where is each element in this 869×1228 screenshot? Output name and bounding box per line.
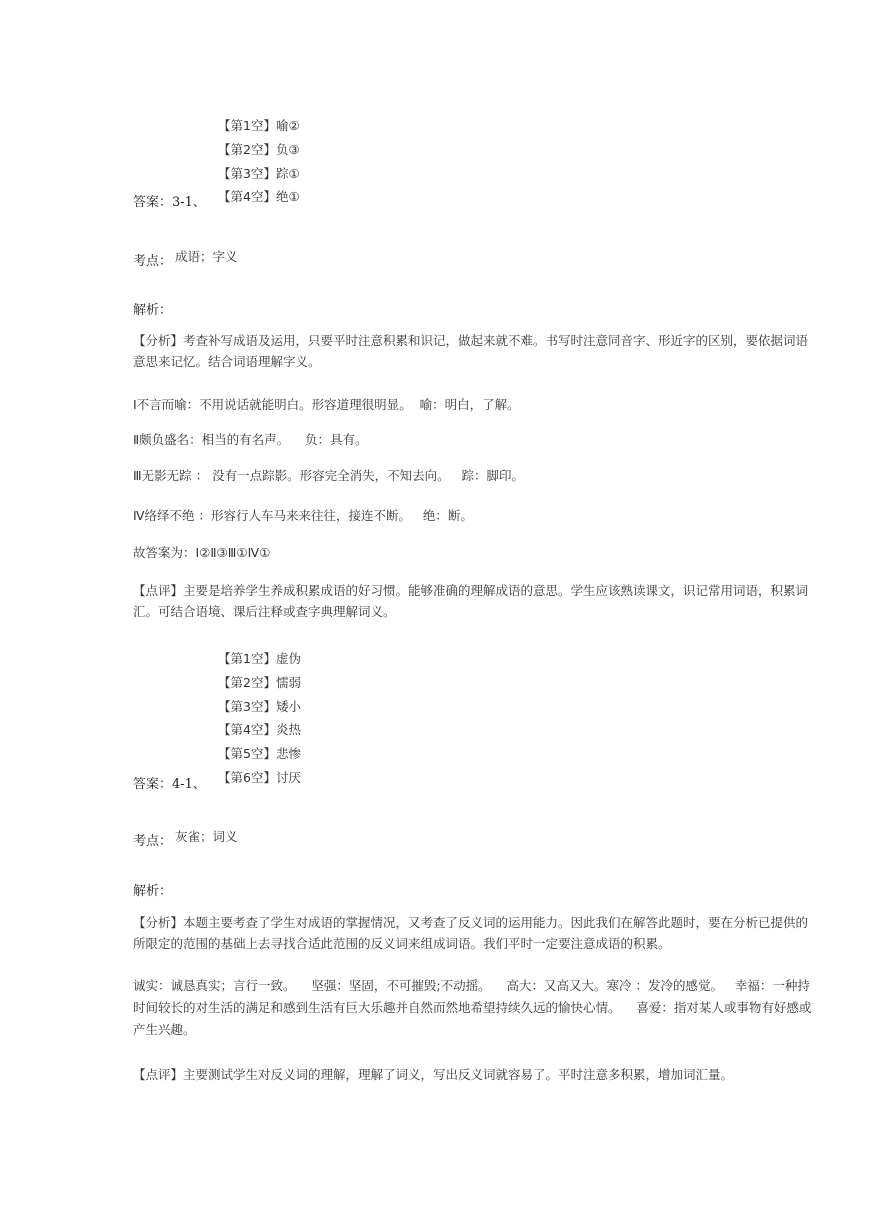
q4-meaning-line-2: 时间较长的对生活的满足和感到生活有巨大乐趣并自然而然地希望持续久远的愉快心情。 喜爱：指对某人或事物有好感或	[133, 1000, 812, 1015]
q4-blank-4: 【第4空】炎热	[218, 722, 301, 738]
q4-analysis	[133, 912, 869, 954]
q3-blank-list	[218, 114, 300, 209]
q4-kaodian-value: 灰雀；词义	[175, 829, 238, 844]
q4-answer-label: 答案：4-1、	[133, 777, 206, 792]
q3-kaodian-value: 成语；字义	[175, 249, 238, 264]
q3-item-4: Ⅳ络绎不绝 ：形容行人车马来来往往，接连不断。 绝：断。	[133, 508, 473, 523]
q3-item-3: Ⅲ无影无踪 ： 没有一点踪影。形容完全消失，不知去向。 踪：脚印。	[133, 468, 524, 483]
q4-blank-list	[218, 647, 301, 790]
q3-blank-4: 【第4空】绝①	[218, 189, 300, 205]
q3-item-1: Ⅰ不言而喻：不用说话就能明白。形容道理很明显。 喻：明白，了解。	[133, 397, 520, 412]
q4-blank-6: 【第6空】讨厌	[218, 769, 301, 785]
q4-meaning-line-1: 诚实：诚恳真实；言行一致。 坚强：坚固，不可摧毁;不动摇。 高大：又高又大。寒冷 ：发冷的感觉。 幸福：一种持	[133, 978, 810, 993]
q3-item-2: Ⅱ颇负盛名：相当的有名声。 负：具有。	[133, 432, 368, 447]
q4-blank-1: 【第1空】虚伪	[218, 651, 301, 666]
q3-jiexi-label: 解析：	[133, 303, 173, 318]
q3-blank-2: 【第2空】负③	[218, 141, 300, 157]
q3-answer-summary: 故答案为：Ⅰ②Ⅱ③Ⅲ①Ⅳ①	[133, 545, 271, 560]
q4-meanings	[133, 975, 869, 1041]
q3-kaodian-label: 考点：	[133, 254, 173, 269]
q4-comment: 【点评】主要测试学生对反义词的理解，理解了词义，写出反义词就容易了。平时注意多积累，增加词汇量。	[133, 1067, 734, 1082]
q4-blank-3: 【第3空】矮小	[218, 698, 301, 714]
q4-analysis-line-1: 【分析】本题主要考查了学生对成语的掌握情况，又考查了反义词的运用能力。因此我们在解答此题时，要在分析已提供的	[133, 915, 809, 930]
q4-blank-2: 【第2空】懦弱	[218, 674, 301, 690]
q3-analysis-line-2: 意思来记忆。结合词语理解字义。	[133, 354, 321, 369]
q3-answer-label: 答案：3-1、	[133, 195, 206, 210]
q4-jiexi-label: 解析：	[133, 884, 173, 899]
q3-analysis-line-1: 【分析】考查补写成语及运用，只要平时注意积累和识记，做起来就不难。书写时注意同音字、形近字的区别，要依据词语	[133, 333, 809, 348]
q3-comment	[133, 580, 869, 622]
q3-analysis	[133, 330, 869, 372]
q3-blank-1: 【第1空】喻②	[218, 118, 300, 133]
q4-meaning-line-3: 产生兴趣。	[133, 1022, 196, 1037]
q4-blank-5: 【第5空】悲惨	[218, 746, 301, 762]
q3-blank-3: 【第3空】踪①	[218, 165, 300, 181]
q4-kaodian-label: 考点：	[133, 834, 173, 849]
q3-comment-line-1: 【点评】主要是培养学生养成积累成语的好习惯。能够准确的理解成语的意思。学生应该熟读课文，识记常用词语，积累词	[133, 583, 809, 598]
q3-comment-line-2: 汇。可结合语境、课后注释或查字典理解词义。	[133, 604, 396, 619]
q4-analysis-line-2: 所限定的范围的基础上去寻找合适此范围的反义词来组成词语。我们平时一定要注意成语的积累。	[133, 936, 671, 951]
